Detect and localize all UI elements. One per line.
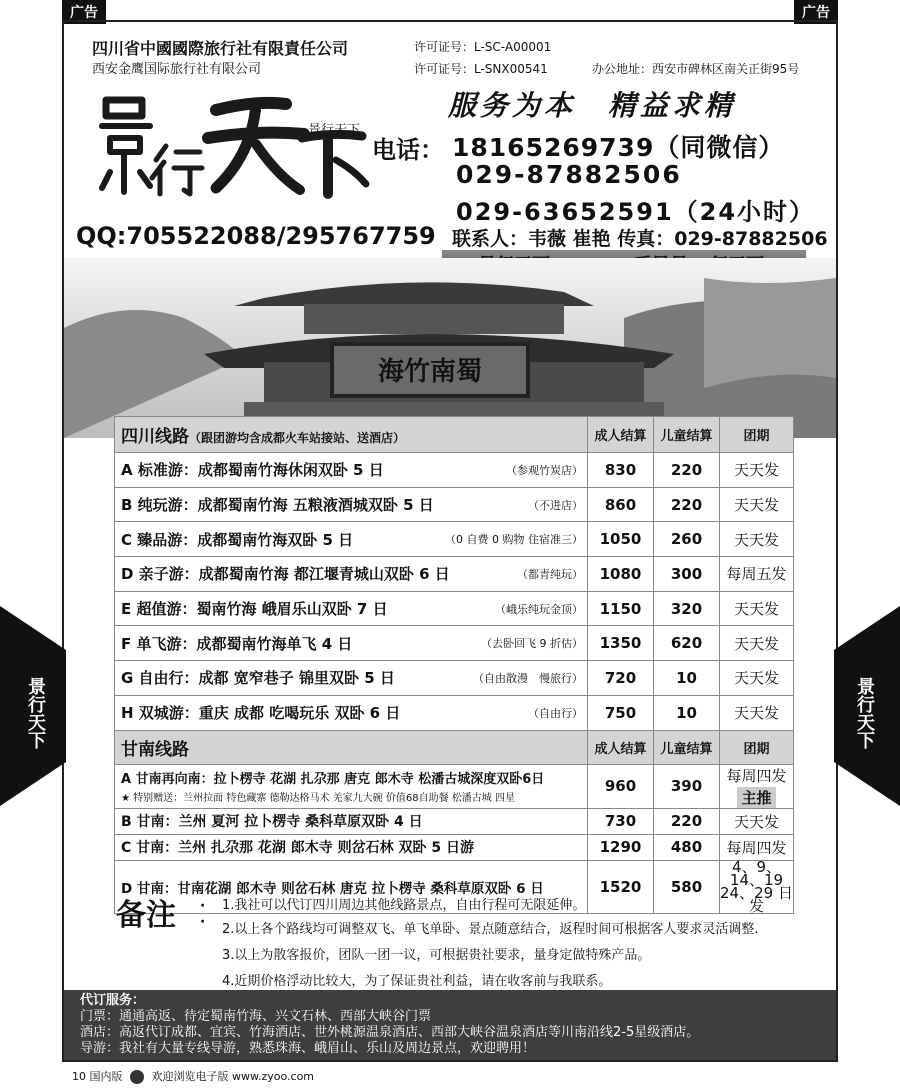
table-row (115, 557, 794, 592)
col-adult: 成人结算 (588, 417, 654, 453)
license-1: 许可证号：L-SC-A00001 (414, 40, 552, 54)
table-row (115, 487, 794, 522)
side-tab-left (0, 606, 66, 806)
office-address: 办公地址：西安市碑林区南关正街95号 (592, 62, 800, 76)
note-item: 1.我社可以代订四川周边其他线路景点，自由行程可无限延伸。 (222, 898, 586, 913)
route-name: A 标准游：成都蜀南竹海休闲双卧 5 日 （参观竹炭店） (115, 453, 588, 488)
child-price: 480 (654, 834, 720, 860)
company-main-name: 四川省中國國際旅行社有限責任公司 (92, 39, 349, 58)
route-note: （去卧回飞 9 折估） (481, 637, 583, 651)
side-tab-right (834, 606, 900, 806)
table-row (115, 834, 794, 860)
table-row (115, 591, 794, 626)
schedule: 天天发 (720, 808, 794, 834)
slogan: 服务为本 精益求精 (448, 89, 737, 122)
booking-service-panel (64, 990, 836, 1060)
brand-logo (96, 88, 376, 208)
route-price-table (114, 416, 794, 914)
schedule: 天天发 (720, 695, 794, 730)
qq-numbers: QQ:705522088/295767759 (76, 222, 436, 250)
child-price: 10 (654, 695, 720, 730)
adult-price: 860 (588, 487, 654, 522)
route-note: （都青纯玩） (517, 567, 583, 581)
sichuan-header-row (115, 417, 794, 453)
phone-mobile[interactable]: 18165269739（同微信） (452, 133, 785, 162)
contact-fax: 联系人：韦薇 崔艳 传真：029-87882506 (452, 228, 828, 250)
gannan-title: 甘南线路 (115, 730, 588, 764)
adult-price: 720 (588, 661, 654, 696)
route-name: D 亲子游：成都蜀南竹海 都江堰青城山双卧 6 日 （都青纯玩） (115, 557, 588, 592)
child-price: 220 (654, 808, 720, 834)
ad-tag-right: 广告 (794, 0, 838, 24)
schedule: 天天发 (720, 661, 794, 696)
scenic-gate-image (64, 258, 836, 438)
note-item: 4.近期价格浮动比较大，为了保证贵社利益，请在收客前与我联系。 (222, 974, 612, 989)
route-name: B 甘南：兰州 夏河 拉卜楞寺 桑科草原双卧 4 日 (115, 808, 588, 834)
adult-price: 1290 (588, 834, 654, 860)
adult-price: 1080 (588, 557, 654, 592)
sichuan-title-cell (115, 417, 588, 453)
phone-landline-1[interactable]: 029-87882506 (456, 160, 682, 189)
adult-price: 730 (588, 808, 654, 834)
child-price: 10 (654, 661, 720, 696)
service-guides: 导游：我社有大量专线导游，熟悉珠海、峨眉山、乐山及周边景点，欢迎聘用！ (80, 1041, 536, 1056)
route-name: B 纯玩游：成都蜀南竹海 五粮液酒城双卧 5 日 （不进店） (115, 487, 588, 522)
adult-price: 1520 (588, 860, 654, 913)
logo-text: 景行天下 (308, 123, 361, 138)
route-note: （参观竹炭店） (506, 463, 583, 477)
license-2: 许可证号：L-SNX00541 (414, 62, 548, 76)
gate-plaque-text: 海竹南蜀 (377, 357, 483, 387)
route-name: C 臻品游：成都蜀南竹海双卧 5 日 （0 自费 0 购物 住宿准三） (115, 522, 588, 557)
schedule: 每周四发 (720, 834, 794, 860)
route-name: H 双城游：重庆 成都 吃喝玩乐 双卧 6 日 （自由行） (115, 695, 588, 730)
note-item: 2.以上各个路线均可调整双飞、单飞单卧、景点随意结合，返程时间可根据客人要求灵活调整. (222, 922, 759, 937)
company-sub-name: 西安金鹰国际旅行社有限公司 (92, 62, 262, 77)
col-schedule: 团期 (720, 730, 794, 764)
col-child: 儿童结算 (654, 417, 720, 453)
schedule: 天天发 (720, 626, 794, 661)
route-name: E 超值游：蜀南竹海 峨眉乐山双卧 7 日 （峨乐纯玩金顶） (115, 591, 588, 626)
gannan-header-row (115, 730, 794, 764)
table-row (115, 453, 794, 488)
adult-price: 830 (588, 453, 654, 488)
schedule: 每周五发 (720, 557, 794, 592)
route-name: C 甘南：兰州 扎尕那 花湖 郎木寺 则岔石林 双卧 5 日游 (115, 834, 588, 860)
route-note: （自由行） (528, 706, 583, 720)
route-note: （0 自费 0 购物 住宿准三） (445, 533, 583, 547)
table-row (115, 764, 794, 808)
note-item: 3.以上为散客报价，团队一团一议，可根据贵社要求，量身定做特殊产品。 (222, 948, 651, 963)
route-name: G 自由行：成都 宽窄巷子 锦里双卧 5 日 （自由散漫 慢旅行） (115, 661, 588, 696)
table-row (115, 808, 794, 834)
page-footer (72, 1068, 314, 1084)
table-row (115, 626, 794, 661)
ad-tag-left: 广告 (62, 0, 106, 24)
col-schedule: 团期 (720, 417, 794, 453)
sichuan-title: 四川线路 (121, 427, 189, 447)
service-tickets: 门票：通通高返、待定蜀南竹海、兴文石林、西部大峡谷门票 (80, 1009, 432, 1024)
service-hotels: 酒店：高返代订成都、宜宾、竹海酒店、世外桃源温泉酒店、西部大峡谷温泉酒店等川南沿线2-5星级酒店。 (80, 1025, 700, 1040)
publisher-seal-icon (130, 1070, 144, 1084)
adult-price: 1050 (588, 522, 654, 557)
side-tab-left-text: 景行天下 (25, 677, 46, 749)
phone-label: 电话： (372, 136, 444, 164)
child-price: 300 (654, 557, 720, 592)
child-price: 220 (654, 487, 720, 522)
table-row (115, 661, 794, 696)
table-row (115, 695, 794, 730)
col-adult: 成人结算 (588, 730, 654, 764)
route-note: （不进店） (528, 498, 583, 512)
notes-title: 备注 (116, 898, 176, 933)
table-row (115, 522, 794, 557)
footer-site-link[interactable]: 欢迎浏览电子版 www.zyoo.com (151, 1070, 315, 1083)
phone-landline-24h[interactable]: 029-63652591（24小时） (456, 198, 816, 226)
route-name: D 甘南：甘南花湖 郎木寺 则岔石林 唐克 拉卜楞寺 桑科草原双卧 6 日 (115, 860, 588, 913)
schedule: 天天发 (720, 487, 794, 522)
route-name: F 单飞游：成都蜀南竹海单飞 4 日 （去卧回飞 9 折估） (115, 626, 588, 661)
adult-price: 1150 (588, 591, 654, 626)
route-note: （自由散漫 慢旅行） (473, 671, 583, 685)
child-price: 390 (654, 764, 720, 808)
adult-price: 960 (588, 764, 654, 808)
page-number: 10 国内版 (72, 1070, 123, 1083)
notes-colon-icon: · · (200, 898, 206, 930)
child-price: 620 (654, 626, 720, 661)
service-title: 代订服务： (80, 993, 146, 1008)
route-name: A 甘南再向南：拉卜楞寺 花湖 扎尕那 唐克 郎木寺 松潘古城深度双卧6日 ★ 特别赠送：兰州拉面 特色藏寨 德勒达格马术 羌家九大碗 价值68自助餐 松潘古城 四星 (115, 764, 588, 808)
child-price: 260 (654, 522, 720, 557)
route-note: （峨乐纯玩金顶） (495, 602, 583, 616)
child-price: 220 (654, 453, 720, 488)
schedule: 4、9、14、19 24、29 日发 (720, 857, 793, 915)
schedule: 天天发 (720, 522, 794, 557)
sichuan-subtitle: （跟团游均含成都火车站接站、送酒店） (189, 431, 406, 445)
route-gift-note: ★ 特别赠送：兰州拉面 特色藏寨 德勒达格马术 羌家九大碗 价值68自助餐 松潘古城 四星 (121, 793, 515, 804)
schedule: 天天发 (720, 591, 794, 626)
schedule: 天天发 (720, 453, 794, 488)
child-price: 320 (654, 591, 720, 626)
side-tab-right-text: 景行天下 (854, 677, 875, 749)
child-price: 580 (654, 860, 720, 913)
col-child: 儿童结算 (654, 730, 720, 764)
adult-price: 750 (588, 695, 654, 730)
schedule: 每周四发 主推 (720, 764, 794, 808)
featured-badge: 主推 (737, 787, 775, 808)
adult-price: 1350 (588, 626, 654, 661)
